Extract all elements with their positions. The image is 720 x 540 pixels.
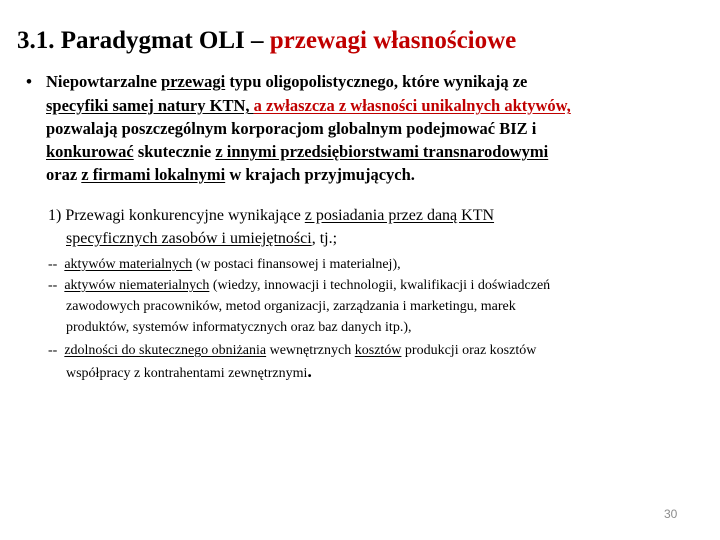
intro-line-5 <box>46 163 415 187</box>
list-text: zawodowych pracowników, metod organizacji, zarządzania i marketingu, marek <box>66 299 516 314</box>
section-1-line-2 <box>66 228 337 250</box>
section-1-line-1 <box>48 205 494 227</box>
list-underlined: zdolności do skutecznego obniżania <box>64 343 267 358</box>
section-text: 1) Przewagi konkurencyjne wynikające <box>48 207 305 224</box>
title-dash: – <box>244 27 264 54</box>
section-underlined: z posiadania przez daną KTN <box>304 207 495 224</box>
list-text: wewnętrznych <box>266 343 355 358</box>
list-item-tangible <box>48 254 401 275</box>
list-underlined: aktywów niematerialnych <box>64 278 210 293</box>
intro-underlined: z firmami lokalnymi <box>81 165 226 184</box>
intro-highlight: a zwłaszcza z własności unikalnych aktywów, <box>253 96 571 115</box>
section-underlined: specyficznych zasobów i umiejętności <box>66 230 312 247</box>
list-item-cost-line-2 <box>66 361 312 384</box>
section-text: , tj.; <box>311 230 338 247</box>
list-text: produktów, systemów informatycznych oraz baz danych itp.), <box>66 320 412 335</box>
list-item-cost <box>48 340 536 361</box>
intro-underlined: przewagi <box>161 72 226 91</box>
intro-text: pozwalają poszczególnym korporacjom globalnym podejmować BIZ i <box>46 119 537 138</box>
bullet-icon: • <box>26 72 32 91</box>
list-text: (w postaci finansowej i materialnej), <box>192 257 401 272</box>
intro-text: oraz <box>46 165 82 184</box>
intro-underlined: specyfiki samej natury KTN, <box>46 96 254 115</box>
slide-title <box>17 26 717 56</box>
title-number: 3.1. Paradygmat OLI <box>17 27 245 54</box>
intro-line-1 <box>46 70 527 94</box>
list-item-intangible-line-3 <box>66 317 412 338</box>
list-dash: -- <box>48 278 58 293</box>
intro-line-2 <box>46 94 571 118</box>
list-underlined: aktywów materialnych <box>64 257 193 272</box>
intro-text: skutecznie <box>133 142 216 161</box>
list-text: (wiedzy, innowacji i technologii, kwalifikacji i doświadczeń <box>209 278 551 293</box>
list-underlined: kosztów <box>354 343 402 358</box>
intro-text: w krajach przyjmujących. <box>225 165 415 184</box>
intro-text: typu oligopolistycznego, które wynikają ze <box>225 72 528 91</box>
list-dash: -- <box>48 257 58 272</box>
page-number: 30 <box>664 507 678 521</box>
title-subject: przewagi własnościowe <box>263 27 517 54</box>
list-period: . <box>307 361 312 381</box>
intro-line-3 <box>46 117 536 141</box>
list-dash: -- <box>48 343 58 358</box>
intro-text: Niepowtarzalne <box>46 72 162 91</box>
intro-line-4 <box>46 140 548 164</box>
list-text: produkcji oraz kosztów <box>401 343 537 358</box>
intro-underlined: konkurować <box>46 142 134 161</box>
list-item-intangible-line-2 <box>66 296 516 317</box>
list-item-intangible <box>48 275 550 296</box>
intro-underlined: z innymi przedsiębiorstwami transnarodowymi <box>215 142 549 161</box>
list-text: współpracy z kontrahentami zewnętrznymi <box>66 366 308 381</box>
